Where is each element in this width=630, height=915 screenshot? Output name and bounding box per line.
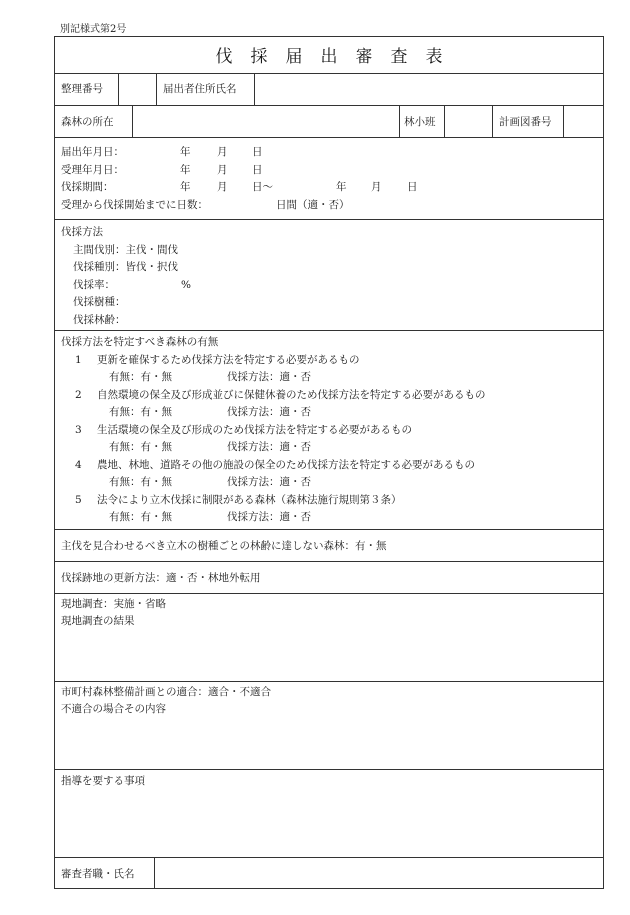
item-text: 更新を確保するため伐採方法を特定する必要があるもの: [97, 354, 360, 366]
umu-line: 有無：有・無: [109, 511, 172, 523]
divider: [55, 769, 603, 770]
houhou-line: 伐採方法：適・否: [227, 406, 311, 418]
kikan-label: 伐採期間：: [61, 181, 114, 193]
divider: [55, 137, 603, 138]
divider: [55, 561, 603, 562]
genchi-line: 現地調査：実施・省略: [61, 598, 166, 610]
houhou-line: 伐採方法：適・否: [227, 441, 311, 453]
shukan-line: 主間伐別：主伐・間伐: [73, 244, 178, 256]
divider: [399, 105, 400, 137]
divider: [55, 593, 603, 594]
item-text: 法令により立木伐採に制限がある森林（森林法施行規則第３条）: [97, 494, 402, 506]
year-mark: 年: [336, 181, 347, 193]
year-mark: 年: [180, 181, 191, 193]
shinrin-shozai-label: 森林の所在: [61, 116, 114, 128]
item-number: 3: [75, 424, 82, 436]
divider: [55, 219, 603, 220]
umu-line: 有無：有・無: [109, 406, 172, 418]
year-mark: 年: [180, 146, 191, 158]
umu-line: 有無：有・無: [109, 371, 172, 383]
item-text: 自然環境の保全及び形成並びに保健休養のため伐採方法を特定する必要があるもの: [97, 389, 486, 401]
divider: [55, 529, 603, 530]
houhou-line: 伐採方法：適・否: [227, 371, 311, 383]
shubatsu-rinrei-line: 主伐を見合わせるべき立木の樹種ごとの林齢に達しない森林：有・無: [61, 540, 387, 552]
item-text: 農地、林地、道路その他の施設の保全のため伐採方法を特定する必要があるもの: [97, 459, 475, 471]
todokede-date-label: 届出年月日：: [61, 146, 124, 158]
shubetsu-line: 伐採種別：皆伐・択伐: [73, 261, 178, 273]
item-number: 2: [75, 389, 82, 401]
todokede-sha-label: 届出者住所氏名: [163, 83, 237, 95]
divider: [55, 330, 603, 331]
day-mark: 日: [407, 181, 418, 193]
item-text: 生活環境の保全及び形成のため伐採方法を特定する必要があるもの: [97, 424, 412, 436]
divider: [132, 105, 133, 137]
month-mark: 月: [217, 181, 228, 193]
divider: [444, 105, 445, 137]
divider: [118, 73, 119, 105]
form-code: 別記様式第2号: [60, 24, 127, 35]
houhou-line: 伐採方法：適・否: [227, 476, 311, 488]
juri-date-label: 受理年月日：: [61, 164, 124, 176]
seiri-bango-label: 整理番号: [61, 83, 103, 95]
divider: [492, 105, 493, 137]
month-mark: 月: [371, 181, 382, 193]
jushu-label: 伐採樹種：: [73, 296, 126, 308]
review-form-table: [54, 36, 604, 889]
day-mark: 日: [252, 146, 263, 158]
nissu-label: 受理から伐採開始までに日数：: [61, 199, 208, 211]
month-mark: 月: [217, 146, 228, 158]
nissu-value: 日間（適・否）: [276, 199, 350, 211]
genchi-result-label: 現地調査の結果: [61, 615, 135, 627]
item-number: 5: [75, 494, 82, 506]
umu-line: 有無：有・無: [109, 441, 172, 453]
divider: [55, 73, 603, 74]
rate-label: 伐採率：: [73, 279, 115, 291]
item-number: 1: [75, 354, 82, 366]
divider: [55, 857, 603, 858]
divider: [55, 681, 603, 682]
day-from-mark: 日～: [252, 181, 273, 193]
keikaku-detail-label: 不適合の場合その内容: [61, 703, 166, 715]
rinrei-label: 伐採林齢：: [73, 314, 126, 326]
rate-unit: %: [181, 279, 191, 291]
month-mark: 月: [217, 164, 228, 176]
year-mark: 年: [180, 164, 191, 176]
umu-line: 有無：有・無: [109, 476, 172, 488]
shidou-label: 指導を要する事項: [61, 775, 145, 787]
keikaku-line: 市町村森林整備計画との適合：適合・不適合: [61, 686, 271, 698]
specific-header: 伐採方法を特定すべき森林の有無: [61, 336, 219, 348]
shinsa-label: 審査者職・氏名: [61, 868, 135, 880]
divider: [55, 105, 603, 106]
method-header: 伐採方法: [61, 226, 103, 238]
divider: [156, 73, 157, 105]
divider: [254, 73, 255, 105]
day-mark: 日: [252, 164, 263, 176]
houhou-line: 伐採方法：適・否: [227, 511, 311, 523]
form-title: 伐採届出審査表: [215, 47, 461, 67]
item-number: 4: [75, 459, 82, 471]
divider: [154, 857, 155, 888]
keikakuzu-bango-label: 計画図番号: [499, 116, 552, 128]
koushin-line: 伐採跡地の更新方法：適・否・林地外転用: [61, 572, 261, 584]
divider: [563, 105, 564, 137]
rinshohan-label: 林小班: [404, 116, 436, 128]
